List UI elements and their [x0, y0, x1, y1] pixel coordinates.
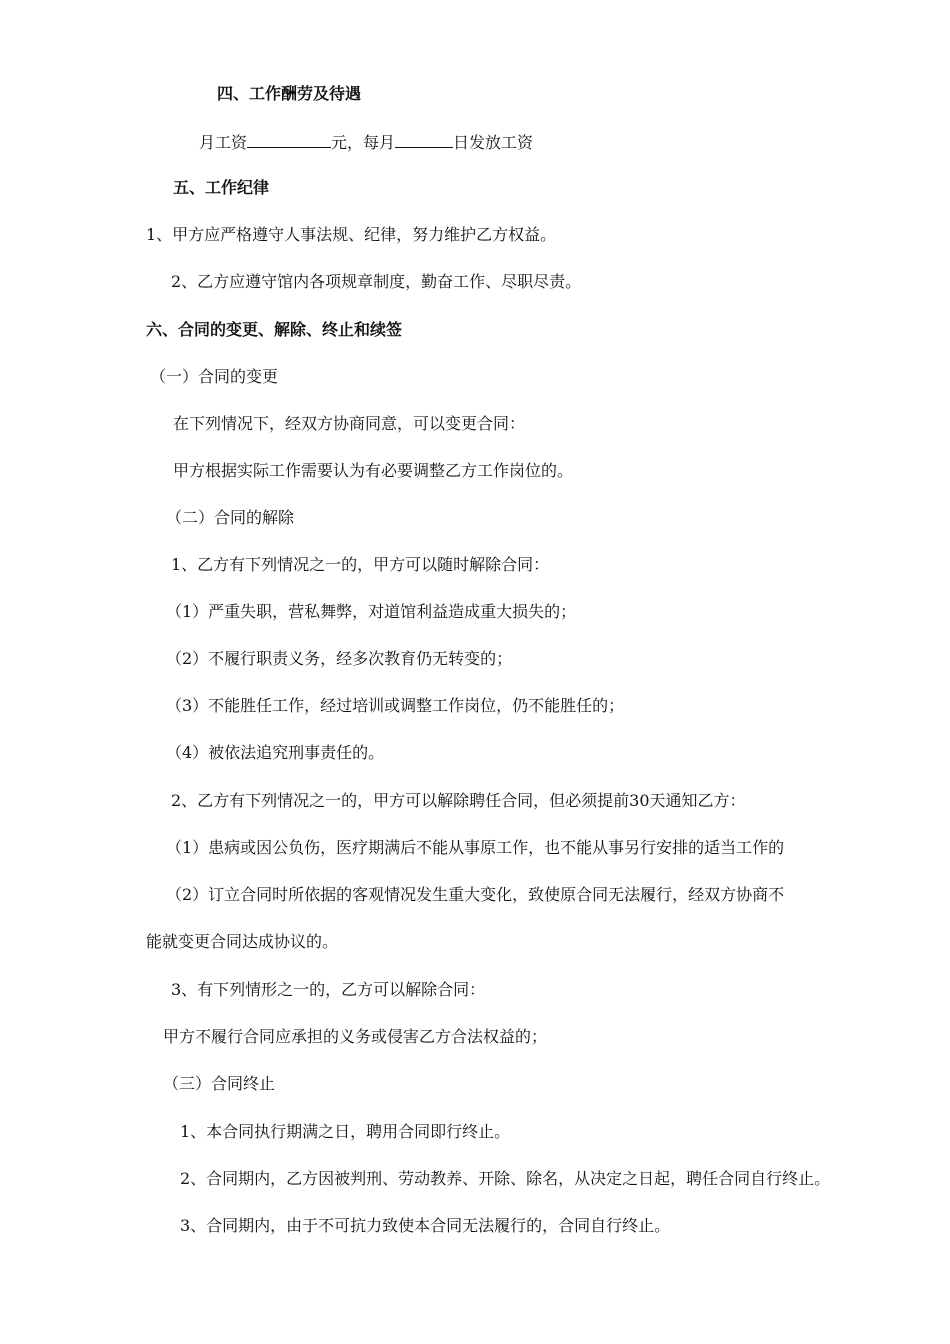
end-subheading: （三）合同终止	[163, 1074, 276, 1093]
change-subheading: （一）合同的变更	[150, 367, 279, 386]
termination-clause-2-item-2: （2）订立合同时所依据的客观情况发生重大变化，致使原合同无法履行，经双方协商不	[166, 885, 785, 904]
termination-clause-3: 3、有下列情形之一的，乙方可以解除合同：	[171, 980, 486, 999]
termination-clause-1-item: （2）不履行职责义务，经多次教育仍无转变的；	[166, 649, 513, 668]
discipline-item-2: 2、乙方应遵守馆内各项规章制度，勤奋工作、尽职尽责。	[171, 272, 582, 291]
termination-clause-3-item: 甲方不履行合同应承担的义务或侵害乙方合法权益的；	[163, 1027, 548, 1046]
salary-line	[199, 131, 533, 153]
salary-suffix: 日发放工资	[453, 133, 534, 152]
end-item: 2、合同期内，乙方因被判刑、劳动教养、开除、除名，从决定之日起，聘任合同自行终止。	[180, 1169, 831, 1188]
salary-mid: 元，每月	[331, 133, 396, 152]
section-6-heading: 六、合同的变更、解除、终止和续签	[146, 320, 403, 339]
termination-subheading: （二）合同的解除	[166, 508, 295, 527]
pay-day-blank	[395, 131, 453, 148]
termination-clause-1-item: （3）不能胜任工作，经过培训或调整工作岗位，仍不能胜任的；	[166, 696, 625, 715]
salary-amount-blank	[247, 131, 331, 148]
section-4-heading: 四、工作酬劳及待遇	[217, 84, 362, 103]
termination-clause-2-item-2-continued: 能就变更合同达成协议的。	[146, 932, 339, 951]
termination-clause-1: 1、乙方有下列情况之一的，甲方可以随时解除合同：	[171, 555, 550, 574]
discipline-item-1: 1、甲方应严格遵守人事法规、纪律，努力维护乙方权益。	[146, 225, 557, 244]
termination-clause-1-item: （4）被依法追究刑事责任的。	[166, 743, 385, 762]
termination-clause-2-item-1: （1）患病或因公负伤，医疗期满后不能从事原工作，也不能从事另行安排的适当工作的	[166, 838, 785, 857]
termination-clause-1-item: （1）严重失职，营私舞弊，对道馆利益造成重大损失的；	[166, 602, 577, 621]
change-intro: 在下列情况下，经双方协商同意，可以变更合同：	[173, 414, 526, 433]
end-item: 3、合同期内，由于不可抗力致使本合同无法履行的，合同自行终止。	[180, 1216, 671, 1235]
end-item: 1、本合同执行期满之日，聘用合同即行终止。	[180, 1122, 511, 1141]
section-5-heading: 五、工作纪律	[173, 178, 270, 197]
termination-clause-2: 2、乙方有下列情况之一的，甲方可以解除聘任合同，但必须提前30天通知乙方：	[171, 791, 746, 810]
salary-prefix: 月工资	[199, 133, 248, 152]
change-case: 甲方根据实际工作需要认为有必要调整乙方工作岗位的。	[173, 461, 574, 480]
